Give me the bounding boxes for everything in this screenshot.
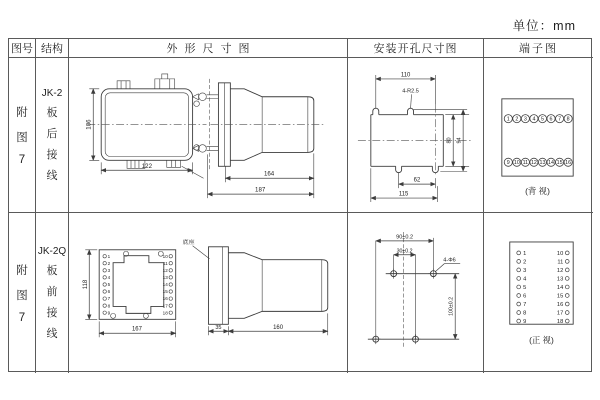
terminal-number: 11 (522, 159, 528, 166)
plate-terminal-circle (103, 297, 106, 300)
terminal-number: 13 (539, 159, 545, 166)
terminal-circle (565, 260, 569, 264)
terminal-number: 12 (556, 267, 563, 274)
mounting-hole (371, 334, 381, 344)
dim-body-length: 160 (273, 324, 284, 331)
plate-terminal-circle (103, 255, 106, 258)
terminal-column-left (516, 251, 526, 325)
figure-char: 图 (16, 290, 28, 302)
terminal-number: 7 (522, 301, 526, 308)
plate-terminals-left (103, 254, 111, 315)
terminal-number: 4 (531, 116, 535, 123)
terminal-number: 15 (556, 293, 563, 300)
terminal-number: 8 (522, 310, 526, 317)
terminal-diagram-cell-jk2 (484, 58, 593, 213)
structure-jk2q (36, 213, 69, 373)
model-label: JK-2Q (37, 245, 67, 257)
mounting-drawing-jk2 (348, 59, 483, 212)
terminal-number: 11 (556, 259, 563, 266)
terminal-circle (516, 302, 520, 306)
plate-terminal-circle (103, 262, 106, 265)
mounting-drawing-cell-jk2 (348, 58, 484, 213)
terminal-number: 1 (506, 116, 510, 123)
terminal-circle (565, 251, 569, 255)
plate-terminal-circle (169, 297, 172, 300)
terminal-number: 3 (522, 267, 526, 274)
terminal-number: 6 (549, 116, 553, 123)
base-label: 底座 (182, 239, 195, 246)
figure-char: 7 (18, 312, 26, 324)
figure-no-jk2 (9, 58, 36, 213)
header-outline-dims: 外形尺寸图 (69, 39, 348, 58)
header-figure-no: 图号 (9, 39, 36, 58)
terminal-row-bottom (504, 158, 572, 166)
dim-front-width: 122 (141, 162, 153, 170)
plate-terminal-circle (169, 262, 172, 265)
mounting-drawing-cell-jk2q (348, 213, 484, 373)
plate-terminals-right (163, 254, 173, 315)
plate-terminal-circle (169, 269, 172, 272)
spec-table (8, 38, 592, 372)
plate-terminal-number: 7 (107, 296, 111, 302)
plate-terminal-number: 3 (107, 268, 111, 274)
terminal-number: 2 (514, 116, 518, 123)
dim-top-width: 110 (400, 71, 411, 78)
dim-hole-span-h: 100±0.2 (448, 296, 455, 316)
structure-char: 线 (46, 327, 58, 340)
plate-terminal-circle (103, 311, 106, 314)
terminal-number: 7 (557, 116, 561, 123)
dim-front-height: 106 (85, 118, 93, 130)
dim-plate-thickness: 35 (215, 324, 222, 331)
plate-terminal-number: 12 (162, 268, 168, 274)
dim-body-length: 164 (263, 170, 275, 178)
structure-char: 前 (46, 285, 58, 298)
terminal-number: 1 (522, 250, 526, 257)
outline-drawing-jk2 (69, 59, 347, 212)
terminal-circle (516, 251, 520, 255)
terminal-number: 17 (556, 310, 563, 317)
header-terminal-diagram: 端子图 (484, 39, 593, 58)
terminal-number: 12 (530, 159, 537, 166)
terminal-number: 2 (522, 259, 526, 266)
side-view-jk2 (193, 78, 326, 169)
terminal-number: 14 (556, 284, 563, 291)
terminal-number: 16 (564, 159, 571, 166)
structure-char: 接 (46, 148, 58, 161)
terminal-diagram-jk2 (485, 59, 593, 212)
terminal-circle (516, 277, 520, 281)
structure-char: 接 (46, 306, 58, 319)
plate-terminal-number: 15 (162, 289, 168, 295)
plate-terminal-number: 1 (107, 253, 111, 259)
figure-char: 附 (16, 265, 28, 277)
plate-terminal-number: 4 (107, 275, 111, 281)
mounting-dims-jk2 (371, 72, 469, 202)
dim-slot-note: 4-R2.5 (402, 87, 419, 94)
terminal-circle (565, 311, 569, 315)
terminal-circle (516, 285, 520, 289)
plate-terminal-circle (169, 255, 172, 258)
plate-terminal-circle (169, 304, 172, 307)
figure-char: 附 (16, 107, 28, 119)
figure-no-jk2q (9, 213, 36, 373)
side-view-jk2q (208, 247, 327, 325)
plate-terminal-circle (169, 290, 172, 293)
terminal-number: 15 (556, 159, 563, 166)
plate-terminal-number: 18 (162, 310, 168, 316)
mounting-hole (411, 334, 421, 344)
terminal-circle (565, 285, 569, 289)
terminal-number: 14 (547, 159, 554, 166)
terminal-circle (565, 319, 569, 323)
dim-plate-height: 118 (82, 279, 89, 290)
plate-terminal-circle (103, 290, 106, 293)
dim-total-length: 187 (255, 186, 266, 194)
dim-hole-note: 4-Φ6 (443, 257, 456, 264)
terminal-circle (565, 294, 569, 298)
outline-drawing-cell-jk2 (69, 58, 348, 213)
side-view-dims-jk2 (208, 153, 314, 198)
structure-jk2 (36, 58, 69, 213)
plate-terminal-circle (169, 311, 172, 314)
mounting-drawing-jk2q (348, 214, 483, 372)
plate-terminal-number: 14 (162, 282, 168, 288)
view-label-front: (正 视) (528, 335, 554, 346)
figure-char: 7 (18, 154, 26, 166)
plate-terminal-circle (103, 304, 106, 307)
terminal-number: 9 (522, 319, 526, 326)
mounting-hole (389, 269, 399, 279)
structure-char: 后 (46, 127, 58, 140)
plate-terminal-circle (103, 276, 106, 279)
plate-terminal-circle (103, 269, 106, 272)
terminal-number: 6 (522, 293, 526, 300)
terminal-number: 8 (566, 116, 570, 123)
front-plate-jk2q (99, 250, 176, 320)
unit-label: 单位：mm (512, 19, 576, 33)
terminal-diagram-cell-jk2q (484, 213, 593, 373)
hole-pattern (368, 232, 459, 347)
terminal-number: 4 (522, 276, 526, 283)
terminal-number: 9 (506, 159, 510, 166)
terminal-number: 5 (540, 116, 544, 123)
terminal-stud (193, 144, 219, 152)
dim-hole-span-w: 90±0.2 (396, 234, 414, 241)
structure-char: 线 (46, 169, 58, 182)
plate-terminal-circle (103, 283, 106, 286)
plate-terminal-number: 2 (107, 260, 111, 266)
mounting-dims-jk2q (376, 234, 460, 339)
terminal-circle (516, 268, 520, 272)
dim-slot-height: 94 (456, 136, 463, 144)
terminal-number: 10 (556, 250, 563, 257)
dim-hole-span-inner: 30±0.2 (396, 248, 413, 255)
plate-terminal-number: 5 (107, 282, 111, 288)
terminal-circle (516, 294, 520, 298)
dim-plate-width: 167 (131, 326, 142, 333)
terminal-row-top (504, 114, 572, 122)
plate-terminal-number: 9 (107, 310, 111, 316)
dim-slot-spacing: 62 (413, 177, 421, 184)
terminal-number: 10 (513, 159, 520, 166)
terminal-circle (565, 268, 569, 272)
plate-terminal-circle (169, 283, 172, 286)
terminal-diagram-jk2q (485, 214, 593, 372)
view-label-rear: (背 视) (524, 185, 550, 196)
terminal-circle (516, 260, 520, 264)
plate-terminal-number: 8 (107, 303, 111, 309)
structure-char: 板 (46, 264, 58, 277)
outline-drawing-cell-jk2q (69, 213, 348, 373)
terminal-number: 13 (556, 276, 563, 283)
plate-terminal-number: 13 (162, 275, 168, 281)
header-structure: 结构 (36, 39, 69, 58)
model-label: JK-2 (41, 87, 63, 99)
terminal-number: 5 (522, 284, 526, 291)
terminal-number: 16 (556, 301, 563, 308)
outline-drawing-jk2q (69, 214, 347, 372)
plate-terminal-number: 17 (162, 303, 168, 309)
terminal-number: 3 (523, 116, 527, 123)
plate-terminal-circle (169, 276, 172, 279)
plate-terminal-number: 10 (162, 253, 168, 259)
header-mounting-dims: 安装开孔尺寸图 (348, 39, 484, 58)
dim-panel-height: 80 (446, 136, 453, 144)
terminal-column-right (556, 251, 568, 325)
terminal-stud (193, 92, 219, 100)
terminal-circle (516, 311, 520, 315)
terminal-circle (565, 277, 569, 281)
plate-terminal-number: 16 (162, 296, 168, 302)
base-callout (183, 238, 210, 259)
structure-char: 板 (46, 106, 58, 119)
plate-terminal-number: 11 (163, 260, 168, 266)
dim-bottom-width: 115 (398, 191, 409, 198)
figure-char: 图 (16, 132, 28, 144)
terminal-circle (516, 319, 520, 323)
terminal-circle (565, 302, 569, 306)
plate-terminal-number: 6 (107, 289, 111, 295)
terminal-number: 18 (556, 319, 563, 326)
